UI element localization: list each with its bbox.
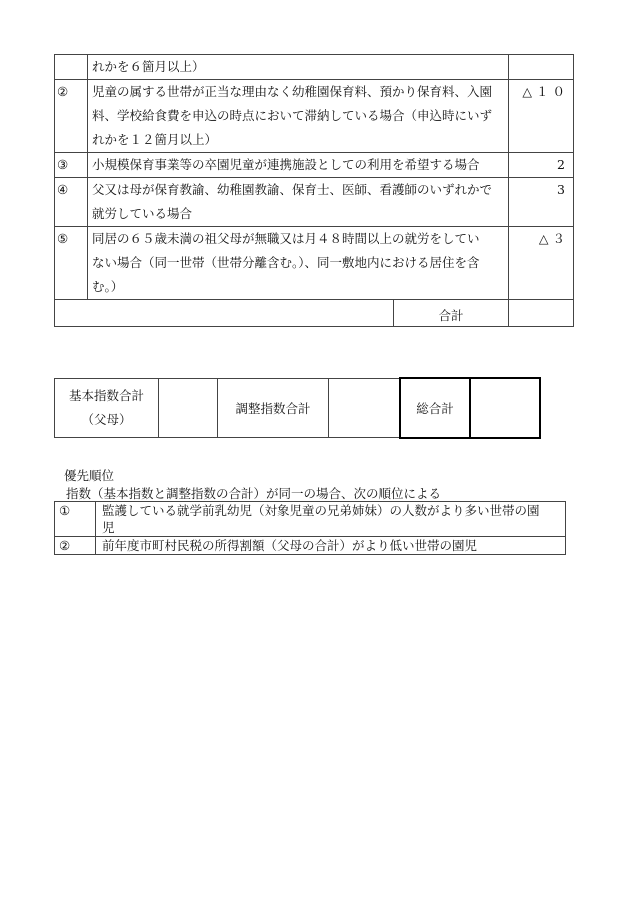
basic-label-line: 基本指数合計: [68, 388, 144, 403]
priority-line: 監護している就学前乳幼児（対象児童の兄弟姉妹）の人数がより多い世帯の園: [102, 503, 540, 518]
total-label: 合計: [394, 300, 509, 327]
table-row: [55, 153, 574, 178]
priority-note: 指数（基本指数と調整指数の合計）が同一の場合、次の順位による: [66, 486, 442, 501]
row-points: 3: [509, 178, 574, 227]
row-number: ②: [55, 80, 88, 153]
basic-index-total-label: [54, 378, 159, 438]
row-number: ⑤: [55, 227, 88, 300]
row-points: △３: [509, 227, 574, 300]
row-description: [88, 153, 509, 178]
row-points: △１０: [509, 80, 574, 153]
row-description: [88, 55, 509, 80]
basic-label-line: （父母）: [81, 412, 132, 427]
description-line: 児童の属する世帯が正当な理由なく幼稚園保育料、預かり保育料、入園: [92, 84, 493, 99]
description-line: 料、学校給食費を申込の時点において滞納している場合（申込時にいず: [92, 108, 493, 123]
priority-number: ②: [55, 537, 96, 555]
description-line: 小規模保育事業等の卒園児童が連携施設としての利用を希望する場合: [92, 157, 480, 172]
description-line: む。）: [92, 279, 124, 294]
description-line: 父又は母が保育教諭、幼稚園教諭、保育士、医師、看護師のいずれかで: [92, 182, 493, 197]
priority-text: [96, 537, 566, 555]
row-description: [88, 227, 509, 300]
table-row: [55, 55, 574, 80]
basic-index-total-value: [158, 378, 218, 438]
description-line: れかを６箇月以上）: [92, 59, 205, 74]
priority-title: 優先順位: [64, 468, 115, 483]
grand-total-label: 総合計: [399, 377, 471, 439]
priority-line: 児: [102, 520, 115, 535]
table-row: [55, 537, 566, 555]
description-line: れかを１２箇月以上）: [92, 132, 218, 147]
row-number: ④: [55, 178, 88, 227]
table-row: [55, 227, 574, 300]
row-points: 2: [509, 153, 574, 178]
description-line: ない場合（同一世帯（世帯分離含む。）、同一敷地内における居住を含: [92, 255, 480, 270]
row-description: [88, 178, 509, 227]
table-row: [55, 178, 574, 227]
total-blank-cell: [55, 300, 394, 327]
priority-line: 前年度市町村民税の所得割額（父母の合計）がより低い世帯の園児: [102, 538, 478, 553]
row-points: [509, 55, 574, 80]
priority-table: [54, 501, 566, 555]
total-value-cell: [509, 300, 574, 327]
adjustment-table: [54, 54, 574, 327]
row-description: [88, 80, 509, 153]
grand-total-value: [469, 377, 541, 439]
priority-number: ①: [55, 502, 96, 537]
total-row: [55, 300, 574, 327]
adjust-index-total-value: [328, 378, 400, 438]
description-line: 同居の６５歳未満の祖父母が無職又は月４８時間以上の就労をしてい: [92, 231, 480, 246]
row-number: ③: [55, 153, 88, 178]
adjust-index-total-label: 調整指数合計: [217, 378, 329, 438]
table-row: [55, 502, 566, 537]
row-number: [55, 55, 88, 80]
table-row: [55, 80, 574, 153]
description-line: 就労している場合: [92, 206, 193, 221]
priority-text: [96, 502, 566, 537]
